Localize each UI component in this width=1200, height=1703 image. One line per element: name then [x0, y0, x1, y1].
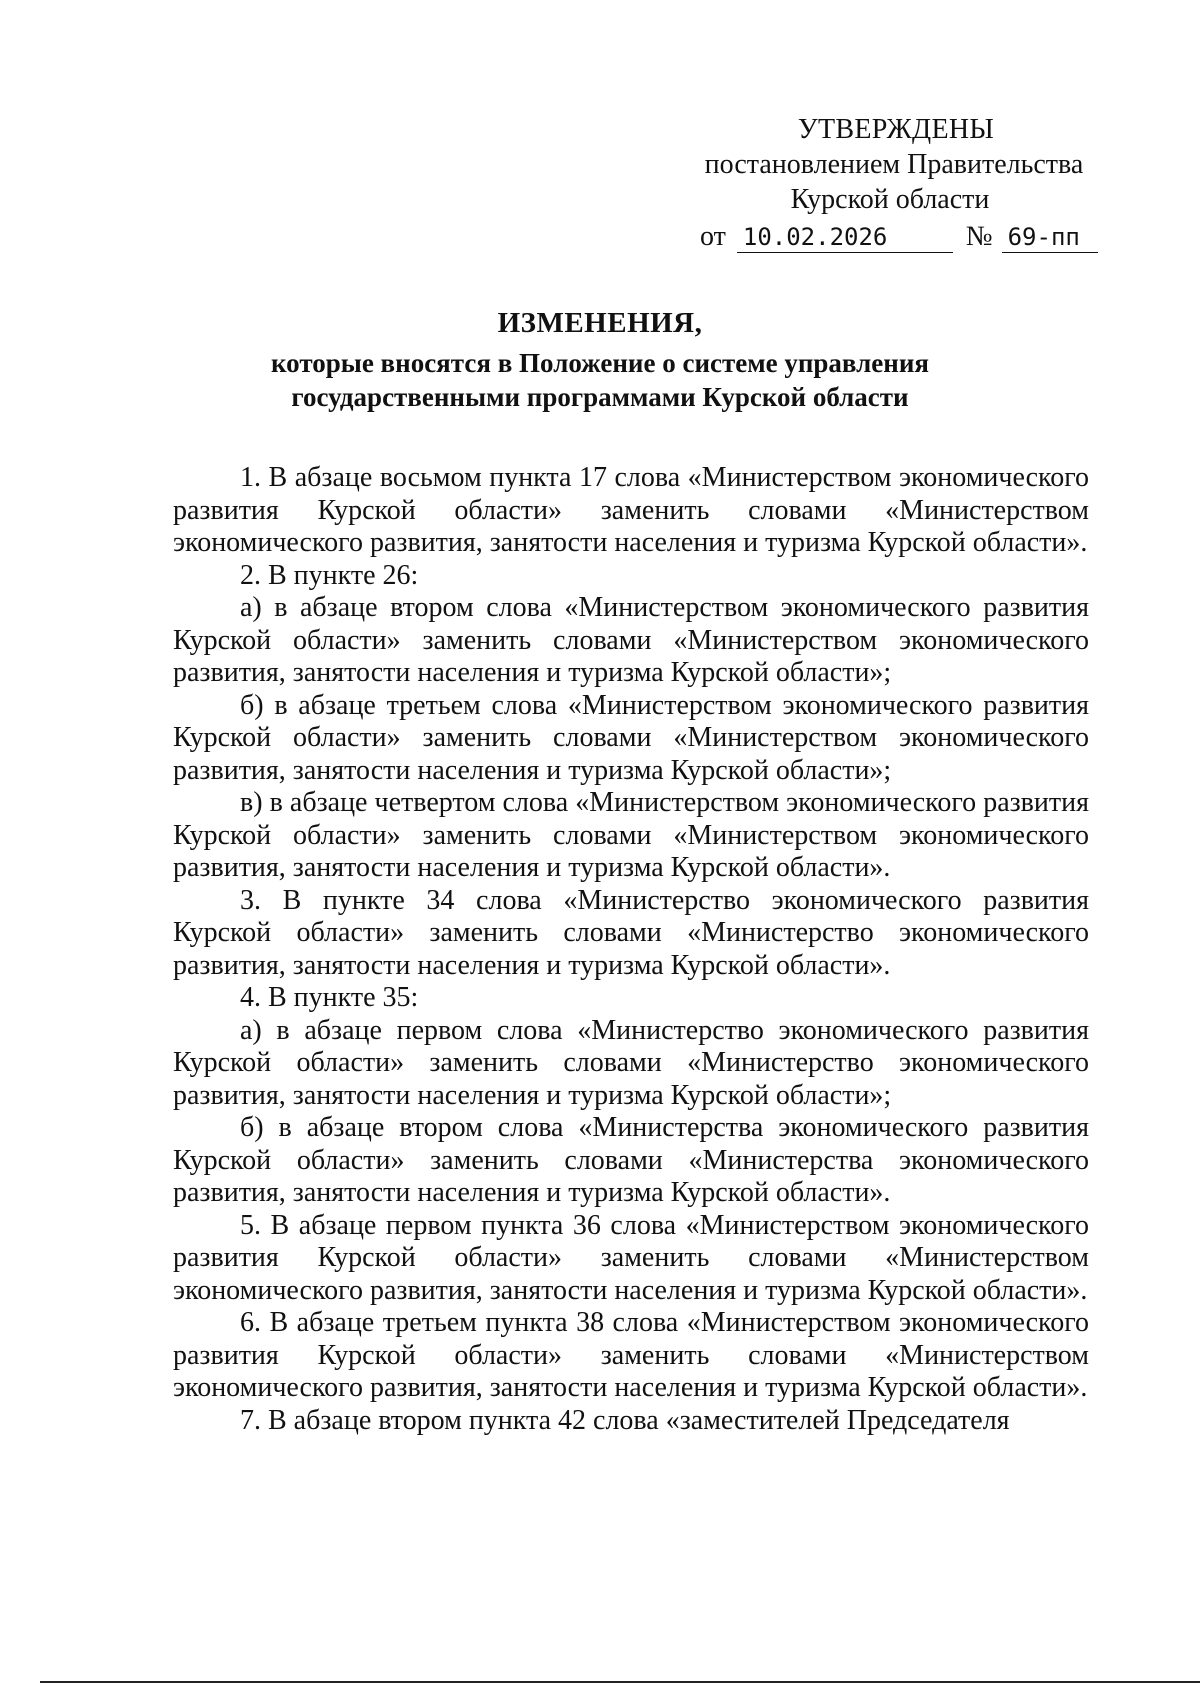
number-label: № [965, 221, 993, 252]
bottom-divider [40, 1681, 1200, 1683]
paragraph: 2. В пункте 26: [240, 559, 419, 591]
approval-line-1: постановлением Правительства [704, 149, 1084, 180]
document-title [160, 306, 1040, 414]
approval-date-row [690, 219, 1090, 255]
paragraph: б) в абзаце втором слова «Министерства экономического развития Курской области» заменить словами «Министерства экономического развития, занятости населения и туризма Курской области». [173, 1112, 1089, 1208]
title-line-2: государственными программами Курской области [291, 382, 909, 412]
paragraph: 4. В пункте 35: [240, 982, 419, 1013]
date-label: от [700, 221, 726, 252]
approval-block [690, 112, 1090, 255]
paragraph: а) в абзаце первом слова «Министерство экономического развития Курской области» заменить словами «Министерство экономического развития, занятости населения и туризма Курской области»; [173, 1014, 1089, 1111]
approval-heading: УТВЕРЖДЕНЫ [797, 114, 995, 145]
date-value: 10.02.2026 [737, 222, 953, 253]
approval-line-2: Курской области [790, 184, 990, 215]
title-main: ИЗМЕНЕНИЯ, [497, 307, 703, 339]
paragraph: 1. В абзаце восьмом пункта 17 слова «Министерством экономического развития Курской области» заменить словами «Министерством экономического развития, занятости населения и туризма Курской области». [173, 462, 1089, 558]
paragraph: 7. В абзаце втором пункта 42 слова «заместителей Председателя [240, 1404, 1010, 1436]
paragraph: б) в абзаце третьем слова «Министерством экономического развития Курской области» заменить словами «Министерством экономического развития, занятости населения и туризма Курской области»; [173, 689, 1089, 786]
paragraph: 5. В абзаце первом пункта 36 слова «Министерством экономического развития Курской области» заменить словами «Министерством экономического развития, занятости населения и туризма Курской области». [173, 1209, 1089, 1306]
number-value: 69-пп [1002, 222, 1098, 253]
paragraph: в) в абзаце четвертом слова «Министерством экономического развития Курской области» заменить словами «Министерством экономического развития, занятости населения и туризма Курской области». [173, 787, 1089, 883]
title-line-1: которые вносятся в Положение о системе управления [270, 348, 930, 378]
paragraph: 3. В пункте 34 слова «Министерство экономического развития Курской области» заменить словами «Министерство экономического развития, занятости населения и туризма Курской области». [173, 884, 1089, 981]
document-body [173, 462, 1089, 1437]
paragraph: 6. В абзаце третьем пункта 38 слова «Министерством экономического развития Курской области» заменить словами «Министерством экономического развития, занятости населения и туризма Курской области». [173, 1307, 1089, 1403]
paragraph: а) в абзаце втором слова «Министерством экономического развития Курской области» заменить словами «Министерством экономического развития, занятости населения и туризма Курской области»; [173, 592, 1089, 688]
